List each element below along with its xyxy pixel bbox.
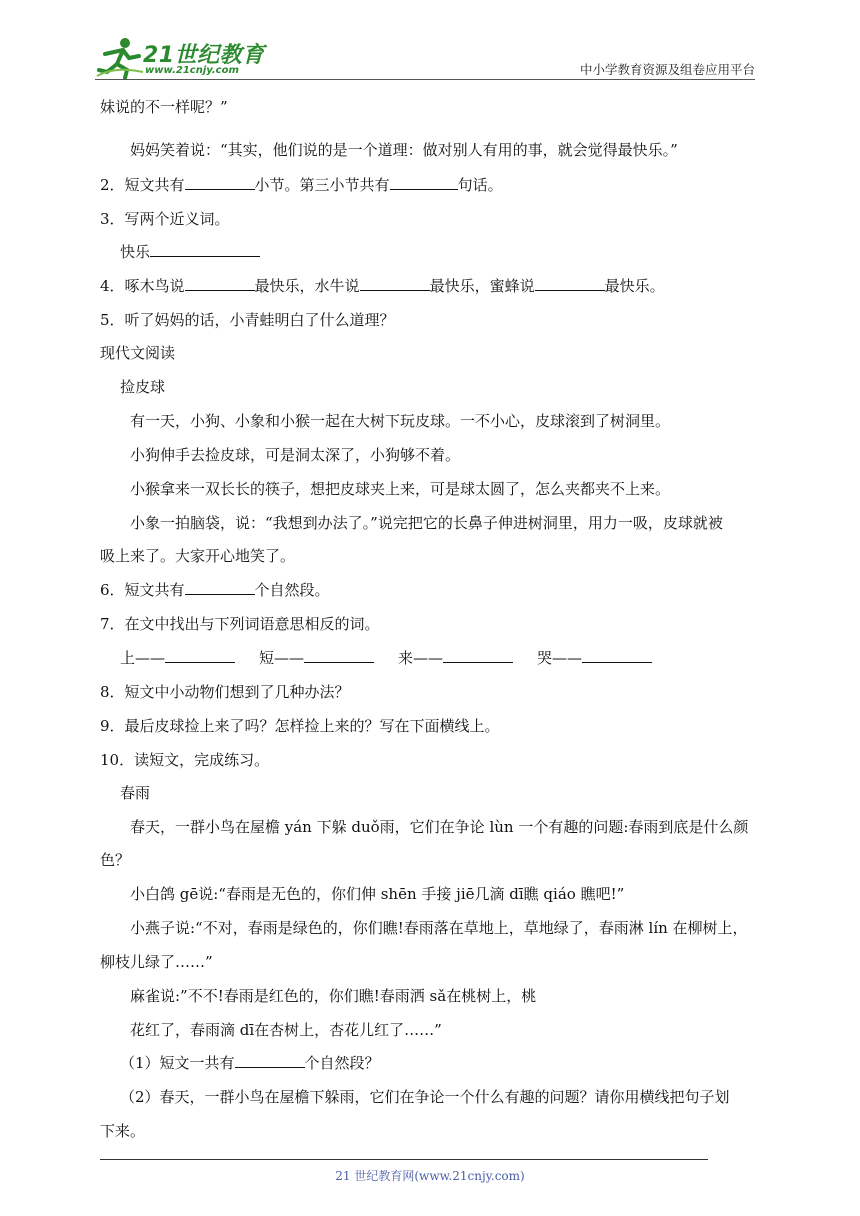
passage-title: 捡皮球 xyxy=(120,378,166,396)
question-text: 最快乐，蜜蜂说 xyxy=(429,277,535,295)
antonym-word: 来—— xyxy=(398,649,444,667)
answer-blank[interactable] xyxy=(235,1066,305,1068)
passage-paragraph: 小白鸽 gē说:“春雨是无色的，你们伸 shēn 手接 jiē几滴 dī瞧 qiáo 瞧吧!” xyxy=(130,885,625,903)
header-platform-text: 中小学教育资源及组卷应用平台 xyxy=(579,62,755,77)
question-text: 句话。 xyxy=(457,176,503,194)
antonym-items xyxy=(120,647,652,668)
passage-paragraph: 小狗伸手去捡皮球，可是洞太深了，小狗够不着。 xyxy=(130,446,461,464)
question-text: 6．短文共有 xyxy=(100,581,185,599)
text-line: 妈妈笑着说：“其实，他们说的是一个道理：做对别人有用的事，就会觉得最快乐。” xyxy=(130,141,678,159)
passage-paragraph: 春天，一群小鸟在屋檐 yán 下躲 duǒ雨，它们在争论 lùn 一个有趣的问题:春雨到底是什么颜 xyxy=(130,818,749,836)
synonym-word: 快乐 xyxy=(120,243,151,261)
antonym-word: 短—— xyxy=(259,649,305,667)
question-text: 2．短文共有 xyxy=(100,176,185,194)
question-text: 4．啄木鸟说 xyxy=(100,277,185,295)
answer-blank[interactable] xyxy=(443,661,513,663)
question-6 xyxy=(100,579,330,600)
answer-blank[interactable] xyxy=(185,593,255,595)
question-3: 3．写两个近义词。 xyxy=(100,210,230,228)
question-8: 8．短文中小动物们想到了几种办法？ xyxy=(100,683,350,701)
sub-question-1 xyxy=(120,1052,380,1073)
question-9: 9．最后皮球捡上来了吗？怎样捡上来的？写在下面横线上。 xyxy=(100,717,500,735)
question-2 xyxy=(100,174,503,195)
question-7: 7．在文中找出与下列词语意思相反的词。 xyxy=(100,615,380,633)
question-text: 个自然段。 xyxy=(254,581,330,599)
question-10: 10．读短文，完成练习。 xyxy=(100,751,270,769)
footer-divider xyxy=(100,1159,708,1160)
passage-paragraph: 花红了，春雨滴 dī在杏树上，杏花儿红了……” xyxy=(130,1021,442,1039)
sub-question-2: （2）春天，一群小鸟在屋檐下躲雨，它们在争论一个什么有趣的问题？请你用横线把句子划 xyxy=(120,1088,730,1106)
runner-logo-icon xyxy=(95,36,145,80)
answer-blank[interactable] xyxy=(150,255,260,257)
answer-blank[interactable] xyxy=(360,289,430,291)
answer-blank[interactable] xyxy=(185,289,255,291)
passage-paragraph: 小燕子说:“不对，春雨是绿色的，你们瞧!春雨落在草地上，草地绿了，春雨淋 lín 在柳树上， xyxy=(130,919,748,937)
header-divider xyxy=(95,79,755,80)
passage-paragraph: 小象一拍脑袋，说：“我想到办法了。”说完把它的长鼻子伸进树洞里，用力一吸，皮球就被 xyxy=(130,514,723,532)
answer-blank[interactable] xyxy=(165,661,235,663)
logo-text: 21世纪教育 xyxy=(143,43,265,68)
answer-blank[interactable] xyxy=(304,661,374,663)
section-heading: 现代文阅读 xyxy=(100,344,176,362)
question-text: 最快乐，水牛说 xyxy=(254,277,360,295)
answer-blank[interactable] xyxy=(535,289,605,291)
passage-paragraph: 色？ xyxy=(100,851,131,869)
passage-paragraph: 麻雀说:”不不!春雨是红色的，你们瞧!春雨洒 sǎ在桃树上，桃 xyxy=(130,987,537,1005)
answer-blank[interactable] xyxy=(390,188,458,190)
answer-blank[interactable] xyxy=(582,661,652,663)
synonym-item xyxy=(120,241,260,262)
logo-url: www.21cnjy.com xyxy=(145,65,239,76)
passage-paragraph: 小猴拿来一双长长的筷子，想把皮球夹上来，可是球太圆了，怎么夹都夹不上来。 xyxy=(130,480,671,498)
page-header xyxy=(95,30,755,80)
question-text: 个自然段？ xyxy=(304,1054,380,1072)
question-text: 最快乐。 xyxy=(604,277,665,295)
question-text: （1）短文一共有 xyxy=(120,1054,235,1072)
question-4 xyxy=(100,275,665,296)
passage-paragraph: 吸上来了。大家开心地笑了。 xyxy=(100,547,296,565)
question-5: 5．听了妈妈的话，小青蛙明白了什么道理？ xyxy=(100,311,395,329)
antonym-word: 上—— xyxy=(120,649,166,667)
question-text: 小节。第三小节共有 xyxy=(254,176,390,194)
site-logo xyxy=(95,36,265,80)
passage-title: 春雨 xyxy=(120,784,151,802)
passage-paragraph: 柳枝儿绿了……” xyxy=(100,953,213,971)
answer-blank[interactable] xyxy=(185,188,255,190)
passage-paragraph: 有一天，小狗、小象和小猴一起在大树下玩皮球。一不小心，皮球滚到了树洞里。 xyxy=(130,412,671,430)
antonym-word: 哭—— xyxy=(537,649,583,667)
footer-text: 21 世纪教育网(www.21cnjy.com) xyxy=(335,1169,525,1183)
sub-question-2-cont: 下来。 xyxy=(100,1122,146,1140)
text-line: 妹说的不一样呢？” xyxy=(100,98,228,116)
